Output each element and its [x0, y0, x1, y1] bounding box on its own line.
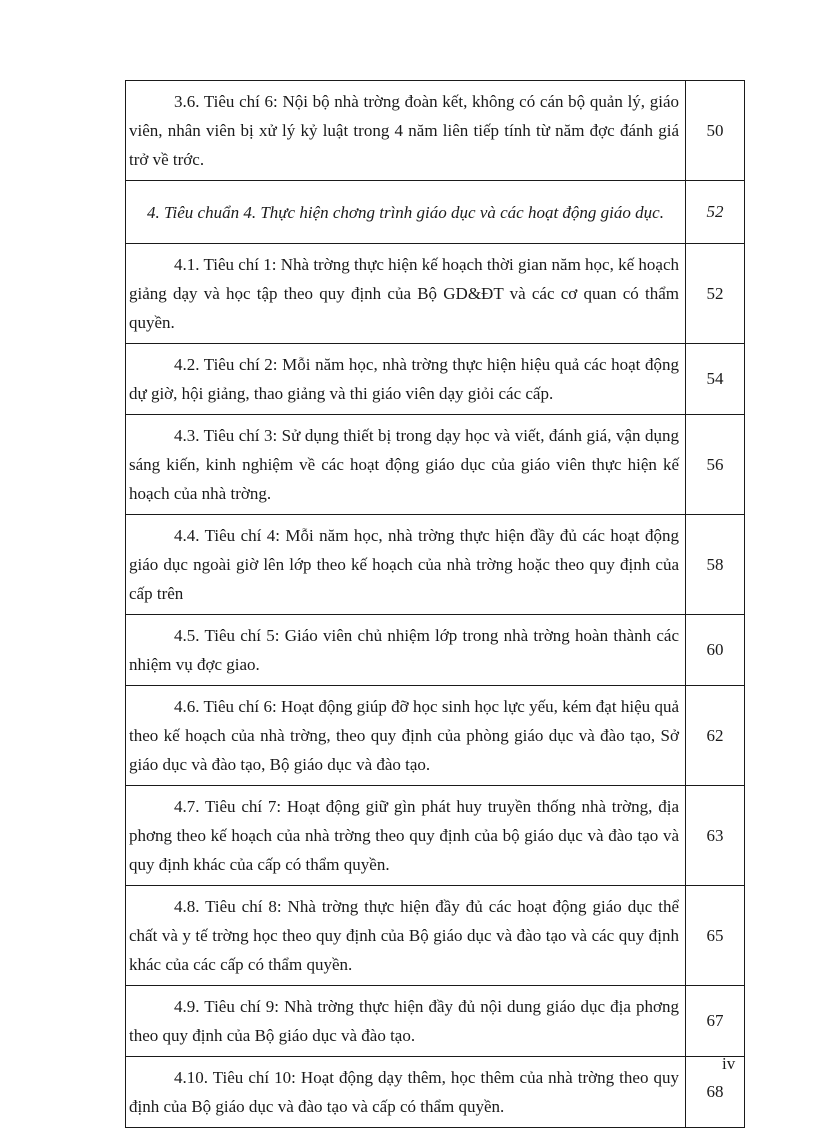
toc-row [126, 244, 745, 344]
toc-row [126, 1057, 745, 1128]
toc-page-number: 56 [686, 415, 745, 515]
toc-entry-cell [126, 244, 686, 344]
toc-entry-title: 4.6. Tiêu chí 6: Hoạt động giúp đỡ học sinh học lực yếu, kém đạt hiệu quả theo kế hoạch của nhà trờng, theo quy định của phòng giáo dục và đào tạo, Sở giáo dục và đào tạo, Bộ giáo dục và đào tạo. [129, 697, 679, 774]
toc-page-number: 54 [686, 344, 745, 415]
toc-entry-cell [126, 1057, 686, 1128]
toc-entry-cell [126, 515, 686, 615]
toc-entry-title: 4.9. Tiêu chí 9: Nhà trờng thực hiện đầy đủ nội dung giáo dục địa phơng theo quy định của Bộ giáo dục và đào tạo. [129, 997, 679, 1045]
toc-entry-cell [126, 886, 686, 986]
table-of-contents [125, 80, 745, 1128]
toc-page-number: 62 [686, 686, 745, 786]
toc-page-number: 63 [686, 786, 745, 886]
toc-entry-cell [126, 344, 686, 415]
toc-entry-title: 4.4. Tiêu chí 4: Mỗi năm học, nhà trờng thực hiện đầy đủ các hoạt động giáo dục ngoài giờ lên lớp theo kế hoạch của nhà trờng hoặc theo quy định của cấp trên [129, 526, 679, 603]
toc-page-number: 67 [686, 986, 745, 1057]
toc-row [126, 886, 745, 986]
toc-entry-title: 4.7. Tiêu chí 7: Hoạt động giữ gìn phát huy truyền thống nhà trờng, địa phơng theo kế hoạch của nhà trờng theo quy định của bộ giáo dục và đào tạo và quy định khác của cấp có thẩm quyền. [129, 797, 679, 874]
toc-entry-cell [126, 415, 686, 515]
toc-row [126, 686, 745, 786]
toc-body [126, 81, 745, 1128]
toc-row [126, 415, 745, 515]
toc-row [126, 515, 745, 615]
toc-page-number: 52 [686, 244, 745, 344]
toc-entry-cell [126, 81, 686, 181]
toc-entry-cell [126, 686, 686, 786]
toc-row [126, 786, 745, 886]
toc-entry-title: 4.2. Tiêu chí 2: Mỗi năm học, nhà trờng thực hiện hiệu quả các hoạt động dự giờ, hội giảng, thao giảng và thi giáo viên dạy giỏi các cấp. [129, 355, 679, 403]
toc-entry-title: 4.3. Tiêu chí 3: Sử dụng thiết bị trong dạy học và viết, đánh giá, vận dụng sáng kiến, kinh nghiệm về các hoạt động giáo dục của giáo viên thực hiện kế hoạch của nhà trờng. [129, 426, 679, 503]
toc-entry-cell [126, 615, 686, 686]
toc-page-number: 58 [686, 515, 745, 615]
toc-entry-title: 4.5. Tiêu chí 5: Giáo viên chủ nhiệm lớp trong nhà trờng hoàn thành các nhiệm vụ đợc giao. [129, 626, 679, 674]
toc-entry-cell [126, 181, 686, 244]
toc-page-number: 68 [686, 1057, 745, 1128]
toc-row [126, 181, 745, 244]
toc-page-number: 50 [686, 81, 745, 181]
toc-row [126, 615, 745, 686]
toc-entry-cell [126, 986, 686, 1057]
toc-entry-title: 4.8. Tiêu chí 8: Nhà trờng thực hiện đầy đủ các hoạt động giáo dục thể chất và y tế trờng học theo quy định của Bộ giáo dục và đào tạo và các quy định khác của các cấp có thẩm quyền. [129, 897, 679, 974]
page-number-footer: iv [722, 1054, 736, 1073]
toc-page-number: 52 [686, 181, 745, 244]
toc-row [126, 81, 745, 181]
toc-entry-title: 3.6. Tiêu chí 6: Nội bộ nhà trờng đoàn kết, không có cán bộ quản lý, giáo viên, nhân viên bị xử lý kỷ luật trong 4 năm liên tiếp tính từ năm đợc đánh giá trở về trớc. [129, 92, 679, 169]
toc-page-number: 65 [686, 886, 745, 986]
toc-entry-cell [126, 786, 686, 886]
toc-row [126, 986, 745, 1057]
toc-row [126, 344, 745, 415]
toc-page-number: 60 [686, 615, 745, 686]
toc-entry-title: 4.1. Tiêu chí 1: Nhà trờng thực hiện kế hoạch thời gian năm học, kế hoạch giảng dạy và học tập theo quy định của Bộ GD&ĐT và các cơ quan có thẩm quyền. [129, 255, 679, 332]
toc-entry-title: 4.10. Tiêu chí 10: Hoạt động dạy thêm, học thêm của nhà trờng theo quy định của Bộ giáo dục và đào tạo và cấp có thẩm quyền. [129, 1068, 679, 1116]
toc-entry-title: 4. Tiêu chuẩn 4. Thực hiện chơng trình giáo dục và các hoạt động giáo dục. [147, 202, 664, 222]
